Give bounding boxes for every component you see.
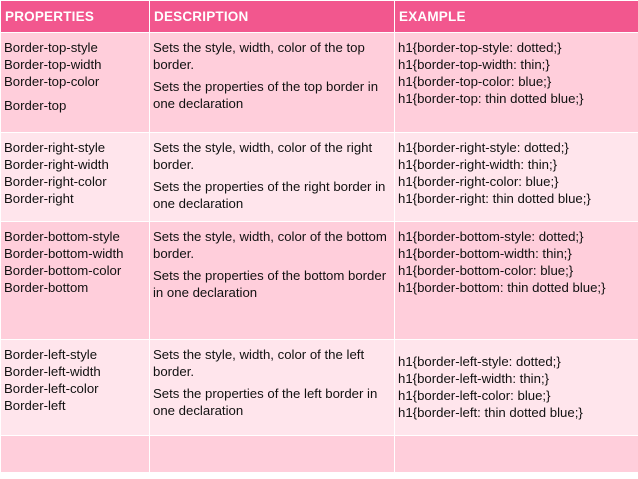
description-text: Sets the properties of the bottom border in one declaration — [153, 268, 387, 300]
example-code: h1{border-bottom-width: thin;} — [398, 246, 572, 261]
property-name: Border-right — [4, 191, 74, 206]
example-code: h1{border-right-style: dotted;} — [398, 140, 569, 155]
property-name: Border-top-style — [4, 40, 98, 55]
example-code: h1{border-right-width: thin;} — [398, 157, 558, 172]
empty-cell — [395, 436, 638, 473]
example-code: h1{border-bottom: thin dotted blue;} — [398, 280, 606, 295]
description-text: Sets the style, width, color of the left border. — [153, 347, 365, 379]
table-row-right — [1, 133, 638, 222]
example-code: h1{border-left-color: blue;} — [398, 388, 551, 403]
property-name: Border-left — [4, 398, 66, 413]
example-code: h1{border-top-color: blue;} — [398, 74, 552, 89]
description-text: Sets the properties of the left border in one declaration — [153, 386, 378, 418]
description-text: Sets the style, width, color of the right border. — [153, 140, 373, 172]
description-text: Sets the style, width, color of the bottom border. — [153, 229, 387, 261]
header-properties: PROPERTIES — [1, 1, 150, 33]
properties-cell — [1, 340, 150, 436]
example-cell — [395, 133, 638, 222]
table-row-bottom — [1, 222, 638, 340]
properties-cell — [1, 33, 150, 133]
property-name: Border-bottom-width — [4, 246, 124, 261]
header-example: EXAMPLE — [395, 1, 638, 33]
property-name: Border-right-width — [4, 157, 109, 172]
example-code: h1{border-right-color: blue;} — [398, 174, 559, 189]
empty-cell — [150, 436, 395, 473]
description-cell — [150, 340, 395, 436]
property-name: Border-top-color — [4, 74, 100, 89]
description-cell — [150, 133, 395, 222]
example-code: h1{border-top-style: dotted;} — [398, 40, 562, 55]
property-name: Border-top — [4, 98, 67, 113]
property-name: Border-top-width — [4, 57, 102, 72]
example-code: h1{border-top: thin dotted blue;} — [398, 91, 584, 106]
example-cell — [395, 222, 638, 340]
property-name: Border-left-style — [4, 347, 98, 362]
table-row-left — [1, 340, 638, 436]
example-code: h1{border-bottom-color: blue;} — [398, 263, 574, 278]
properties-cell — [1, 222, 150, 340]
header-description: DESCRIPTION — [150, 1, 395, 33]
description-cell — [150, 222, 395, 340]
example-code: h1{border-left: thin dotted blue;} — [398, 405, 583, 420]
header-row — [1, 1, 638, 33]
property-name: Border-left-color — [4, 381, 99, 396]
property-name: Border-bottom-color — [4, 263, 122, 278]
table-row-empty — [1, 436, 638, 473]
property-name: Border-bottom-style — [4, 229, 120, 244]
table-row-top — [1, 33, 638, 133]
empty-cell — [1, 436, 150, 473]
example-cell — [395, 33, 638, 133]
description-cell — [150, 33, 395, 133]
property-name: Border-left-width — [4, 364, 101, 379]
description-text: Sets the properties of the right border in one declaration — [153, 179, 386, 211]
property-name: Border-right-style — [4, 140, 106, 155]
example-code: h1{border-right: thin dotted blue;} — [398, 191, 591, 206]
description-text: Sets the properties of the top border in one declaration — [153, 79, 379, 111]
example-code: h1{border-left-width: thin;} — [398, 371, 550, 386]
property-name: Border-right-color — [4, 174, 107, 189]
properties-cell — [1, 133, 150, 222]
example-code: h1{border-left-style: dotted;} — [398, 354, 561, 369]
example-code: h1{border-bottom-style: dotted;} — [398, 229, 584, 244]
property-name: Border-bottom — [4, 280, 89, 295]
example-code: h1{border-top-width: thin;} — [398, 57, 550, 72]
description-text: Sets the style, width, color of the top border. — [153, 40, 365, 72]
example-cell — [395, 340, 638, 436]
